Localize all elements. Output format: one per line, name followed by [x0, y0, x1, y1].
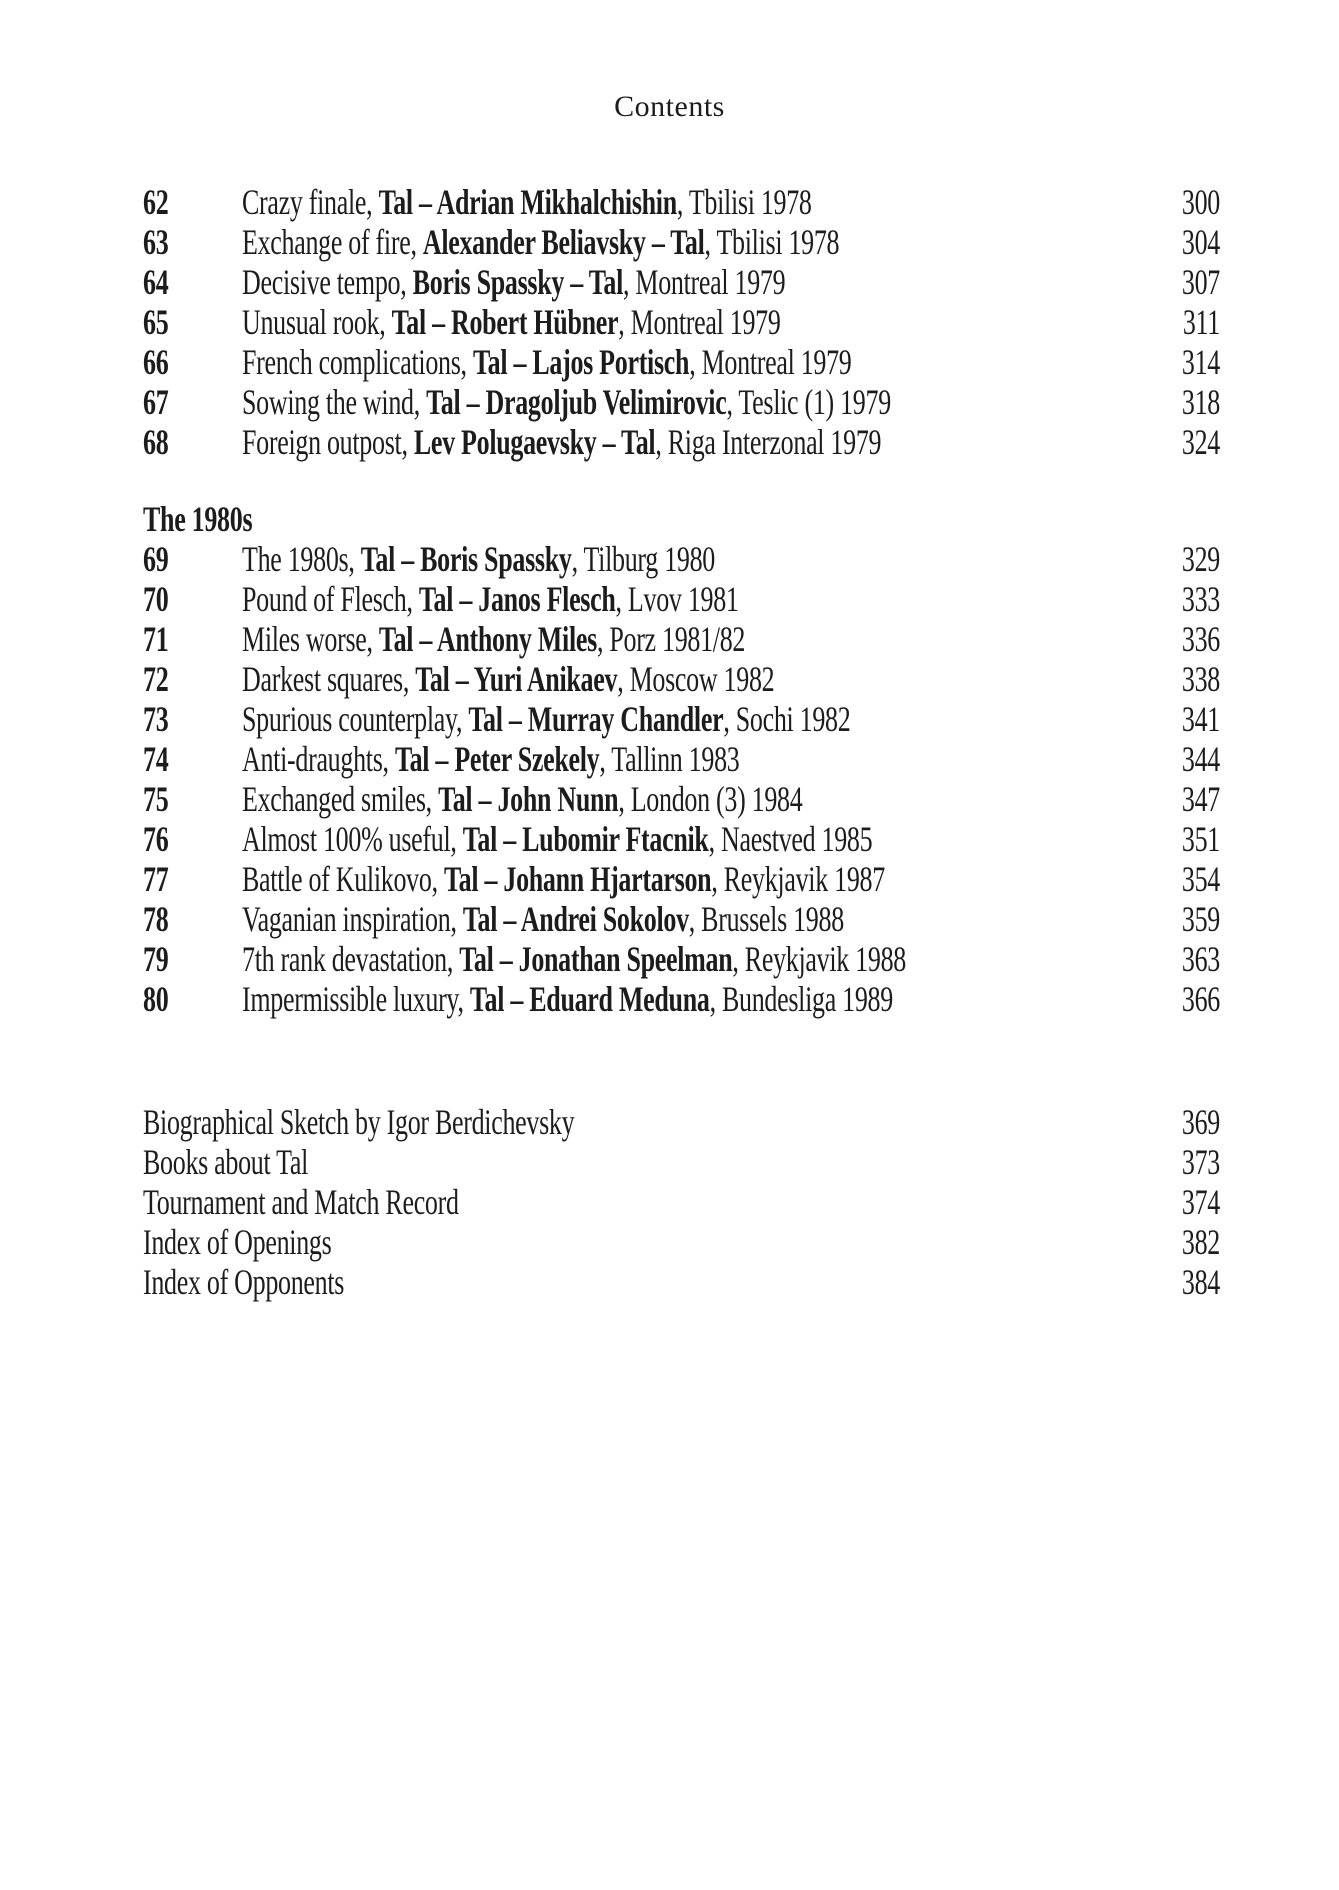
entry-suffix: , Riga Interzonal 1979 [655, 422, 882, 463]
back-matter-label: Biographical Sketch by Igor Berdichevsky [143, 1102, 575, 1143]
entry-players: Tal – Lajos Portisch [472, 342, 690, 383]
entry-players: Tal – John Nunn [438, 779, 619, 820]
entry-players: Tal – Andrei Sokolov [462, 899, 689, 940]
entry-prefix: Spurious counterplay, [242, 699, 469, 740]
entry-suffix: , Lvov 1981 [615, 579, 739, 620]
entry-prefix: 7th rank devastation, [242, 939, 460, 980]
entry-number: 76 [143, 819, 169, 860]
entry-players: Tal – Adrian Mikhalchishin [378, 182, 677, 223]
entry-page-number: 347 [1181, 779, 1220, 820]
entry-number: 65 [143, 302, 169, 343]
toc-section [143, 500, 1220, 1020]
toc-entry-row [143, 415, 1220, 471]
entry-page-number: 336 [1181, 619, 1220, 660]
entry-prefix: Unusual rook, [242, 302, 392, 343]
entry-number: 73 [143, 699, 169, 740]
entry-page-number: 324 [1181, 422, 1220, 463]
entry-players: Tal – Janos Flesch [418, 579, 616, 620]
entry-prefix: Miles worse, [242, 619, 379, 660]
entry-prefix: The 1980s, [242, 539, 361, 580]
entry-number: 62 [143, 182, 169, 223]
section-rows [143, 540, 1220, 1020]
entry-prefix: Exchange of fire, [242, 222, 423, 263]
entry-number: 74 [143, 739, 169, 780]
entry-prefix: Pound of Flesch, [242, 579, 419, 620]
entry-prefix: Vaganian inspiration, [242, 899, 463, 940]
entry-number: 71 [143, 619, 169, 660]
entry-number: 69 [143, 539, 169, 580]
entry-page-number: 329 [1181, 539, 1220, 580]
back-matter-page-number: 384 [1181, 1262, 1220, 1303]
entry-prefix: Decisive tempo, [242, 262, 413, 303]
entry-page-number: 311 [1182, 302, 1220, 343]
entry-number: 75 [143, 779, 169, 820]
entry-suffix: , Reykjavik 1988 [732, 939, 906, 980]
back-matter-label: Tournament and Match Record [143, 1182, 459, 1223]
entry-number: 72 [143, 659, 169, 700]
entry-players: Tal – Murray Chandler [468, 699, 724, 740]
entry-suffix: , Teslic (1) 1979 [726, 382, 891, 423]
entry-page-number: 341 [1181, 699, 1220, 740]
entry-page-number: 351 [1181, 819, 1220, 860]
entry-suffix: , Sochi 1982 [723, 699, 851, 740]
entry-suffix: , Montreal 1979 [623, 262, 786, 303]
entry-page-number: 318 [1181, 382, 1220, 423]
entry-suffix: , Bundesliga 1989 [709, 979, 893, 1020]
back-matter-page-number: 374 [1181, 1182, 1220, 1223]
entry-page-number: 300 [1181, 182, 1220, 223]
entry-suffix: , London (3) 1984 [618, 779, 803, 820]
entry-players: Tal – Peter Szekely [394, 739, 600, 780]
entry-players: Tal – Boris Spassky [360, 539, 572, 580]
entry-prefix: Crazy finale, [242, 182, 379, 223]
entry-suffix: , Brussels 1988 [688, 899, 844, 940]
entry-page-number: 314 [1181, 342, 1220, 383]
entry-prefix: Foreign outpost, [242, 422, 414, 463]
entry-number: 67 [143, 382, 169, 423]
entry-page-number: 344 [1181, 739, 1220, 780]
entry-suffix: , Moscow 1982 [617, 659, 775, 700]
entry-players: Alexander Beliavsky – Tal [422, 222, 705, 263]
entry-suffix: , Tallinn 1983 [599, 739, 740, 780]
back-matter-row [143, 1255, 1220, 1311]
entry-title [242, 415, 1168, 471]
entry-players: Lev Polugaevsky – Tal [413, 422, 656, 463]
entry-players: Boris Spassky – Tal [412, 262, 624, 303]
entry-players: Tal – Lubomir Ftacnik [462, 819, 709, 860]
entry-suffix: , Naestved 1985 [708, 819, 873, 860]
entry-number: 66 [143, 342, 169, 383]
back-matter-label: Index of Opponents [143, 1262, 345, 1303]
entry-prefix: Anti-draughts, [242, 739, 395, 780]
entry-prefix: Sowing the wind, [242, 382, 427, 423]
entry-suffix: , Tbilisi 1978 [704, 222, 840, 263]
entry-players: Tal – Robert Hübner [391, 302, 619, 343]
entry-number: 70 [143, 579, 169, 620]
entry-prefix: Darkest squares, [242, 659, 416, 700]
entry-number: 80 [143, 979, 169, 1020]
back-matter-label: Index of Openings [143, 1222, 332, 1263]
entry-page-number: 366 [1181, 979, 1220, 1020]
entry-prefix: Almost 100% useful, [242, 819, 463, 860]
entry-page-number: 354 [1181, 859, 1220, 900]
entry-prefix: French complications, [242, 342, 473, 383]
entry-number: 63 [143, 222, 169, 263]
back-matter-page-number: 369 [1181, 1102, 1220, 1143]
entry-suffix: , Porz 1981/82 [596, 619, 746, 660]
entry-prefix: Impermissible luxury, [242, 979, 470, 1020]
entry-number: 77 [143, 859, 169, 900]
back-matter [143, 1103, 1220, 1303]
back-matter-page-number: 382 [1181, 1222, 1220, 1263]
entry-page-number: 307 [1181, 262, 1220, 303]
entry-number: 78 [143, 899, 169, 940]
toc [143, 183, 1220, 1020]
entry-page-number: 359 [1181, 899, 1220, 940]
entry-page-number: 363 [1181, 939, 1220, 980]
entry-page-number: 338 [1181, 659, 1220, 700]
page-title: Contents [614, 90, 725, 123]
toc-entry-row [143, 972, 1220, 1028]
entry-players: Tal – Johann Hjartarson [443, 859, 712, 900]
toc-section [143, 183, 1220, 463]
entry-suffix: , Montreal 1979 [689, 342, 852, 383]
entry-suffix: , Montreal 1979 [618, 302, 781, 343]
entry-players: Tal – Jonathan Speelman [459, 939, 733, 980]
entry-players: Tal – Dragoljub Velimirovic [426, 382, 727, 423]
entry-players: Tal – Eduard Meduna [469, 979, 710, 1020]
entry-prefix: Battle of Kulikovo, [242, 859, 444, 900]
back-matter-page-number: 373 [1181, 1142, 1220, 1183]
entry-number: 79 [143, 939, 169, 980]
entry-prefix: Exchanged smiles, [242, 779, 439, 820]
entry-number: 64 [143, 262, 169, 303]
entry-title [242, 972, 1168, 1028]
entry-players: Tal – Anthony Miles [378, 619, 597, 660]
entry-suffix: , Tilburg 1980 [571, 539, 716, 580]
section-header: The 1980s [143, 499, 253, 540]
entry-page-number: 304 [1181, 222, 1220, 263]
entry-suffix: , Tbilisi 1978 [676, 182, 812, 223]
entry-page-number: 333 [1181, 579, 1220, 620]
entry-players: Tal – Yuri Anikaev [415, 659, 618, 700]
back-matter-label: Books about Tal [143, 1142, 309, 1183]
entry-suffix: , Reykjavik 1987 [711, 859, 885, 900]
section-rows [143, 183, 1220, 463]
entry-number: 68 [143, 422, 169, 463]
